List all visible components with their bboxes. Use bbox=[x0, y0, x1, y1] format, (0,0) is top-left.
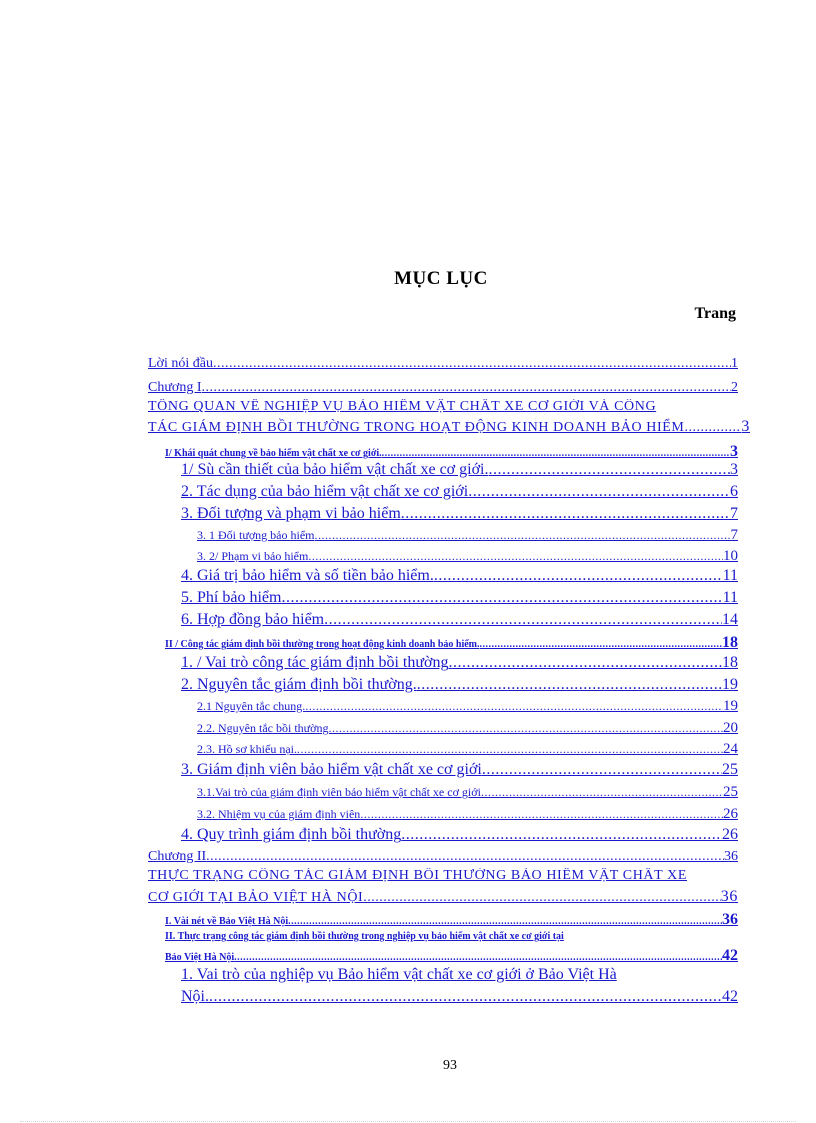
toc-entry-1-2[interactable]: 2. Tác dụng của bảo hiểm vật chất xe cơ giới ..... 6 bbox=[181, 483, 738, 501]
toc-entry-2-3-2[interactable]: 3.2. Nhiệm vụ của giám định viên ..... 26 bbox=[197, 806, 738, 823]
toc-entry-chuong-1-title-line1[interactable]: TỔNG QUAN VỀ NGHIỆP VỤ BẢO HIỂM VẬT CHẤT XE CƠ GIỚI VÀ CÔNG bbox=[148, 399, 657, 414]
toc-entry-ch2-section-1[interactable]: I. Vài nét về Bảo Việt Hà Nội ..... 36 bbox=[165, 911, 738, 929]
toc-entry-1-6[interactable]: 6. Hợp đồng bảo hiểm ..... 14 bbox=[181, 611, 738, 629]
toc-entry-chuong-2-title-line2[interactable]: CƠ GIỚI TẠI BẢO VIỆT HÀ NỘI ..... 36 bbox=[148, 888, 738, 906]
toc-entry-chuong-1[interactable]: Chương I ..... 2 bbox=[148, 380, 738, 396]
toc-entry-ch2-2-1-line1[interactable]: 1. Vai trò của nghiệp vụ Bảo hiểm vật chất xe cơ giới ở Bảo Việt Hà bbox=[181, 966, 617, 983]
toc-entry-ch2-section-2-line1[interactable]: II. Thực trạng công tác giám định bồi thường trong nghiệp vụ bảo hiểm vật chất xe cơ giới tại bbox=[165, 931, 564, 942]
toc-entry-section-1[interactable]: I/ Khái quát chung về bảo hiểm vật chất xe cơ giới. ..... 3 bbox=[165, 443, 738, 461]
page-column-header: Trang bbox=[694, 305, 736, 322]
page-divider bbox=[20, 1121, 796, 1122]
toc-entry-2-2-3[interactable]: 2.3. Hồ sơ khiếu nại. ..... 24 bbox=[197, 741, 738, 758]
toc-entry-2-2-1[interactable]: 2.1 Nguyên tắc chung. ..... 19 bbox=[197, 698, 738, 715]
toc-entry-1-4[interactable]: 4. Giá trị bảo hiểm và số tiền bảo hiểm. ..... 11 bbox=[181, 567, 738, 585]
toc-entry-2-3-1[interactable]: 3.1.Vai trò của giám định viên bảo hiểm vật chất xe cơ giới ..... 25 bbox=[197, 784, 738, 801]
toc-entry-loi-noi-dau[interactable]: Lời nói đầu ..... 1 bbox=[148, 356, 738, 372]
toc-entry-1-3[interactable]: 3. Đối tượng và phạm vi bảo hiểm ..... 7 bbox=[181, 505, 738, 523]
toc-entry-2-2-2[interactable]: 2.2. Nguyên tắc bồi thường ..... 20 bbox=[197, 720, 738, 737]
toc-entry-2-3[interactable]: 3. Giám định viên bảo hiểm vật chất xe cơ giới ..... 25 bbox=[181, 761, 738, 779]
toc-entry-chuong-2-title-line1[interactable]: THỰC TRẠNG CÔNG TÁC GIÁM ĐỊNH BỒI THƯỜNG BẢO HIỂM VẬT CHẤT XE bbox=[148, 868, 687, 883]
toc-entry-2-1[interactable]: 1. / Vai trò công tác giám định bồi thường ..... 18 bbox=[181, 654, 738, 672]
toc-entry-2-4[interactable]: 4. Quy trình giám định bồi thường ..... 26 bbox=[181, 826, 738, 844]
toc-entry-1-1[interactable]: 1/ Sù cần thiết của bảo hiểm vật chất xe cơ giới. ..... 3 bbox=[181, 461, 738, 479]
toc-entry-chuong-2[interactable]: Chương II ..... 36 bbox=[148, 849, 738, 865]
toc-entry-1-3-1[interactable]: 3. 1 Đối tượng bảo hiểm ..... 7 bbox=[197, 527, 738, 544]
toc-entry-1-3-2[interactable]: 3. 2/ Phạm vi bảo hiểm ..... 10 bbox=[197, 548, 738, 565]
toc-entry-section-2[interactable]: II / Công tác giám định bồi thường trong hoạt động kinh doanh bảo hiểm. ..... 18 bbox=[165, 634, 738, 652]
toc-entry-1-5[interactable]: 5. Phí bảo hiểm ..... 11 bbox=[181, 589, 738, 607]
toc-entry-2-2[interactable]: 2. Nguyên tắc giám định bồi thường. ..... 19 bbox=[181, 676, 738, 694]
toc-entry-ch2-section-2-line2[interactable]: Bảo Việt Hà Nội ..... 42 bbox=[165, 947, 738, 965]
page-number: 93 bbox=[443, 1058, 457, 1073]
page-title: MỤC LỤC bbox=[394, 268, 488, 289]
toc-entry-ch2-2-1-line2[interactable]: Nội. ..... 42 bbox=[181, 988, 738, 1006]
toc-entry-chuong-1-title-line2[interactable]: TÁC GIÁM ĐỊNH BỒI THƯỜNG TRONG HOẠT ĐỘNG KINH DOANH BẢO HIỂM ..... 3 bbox=[148, 418, 750, 436]
